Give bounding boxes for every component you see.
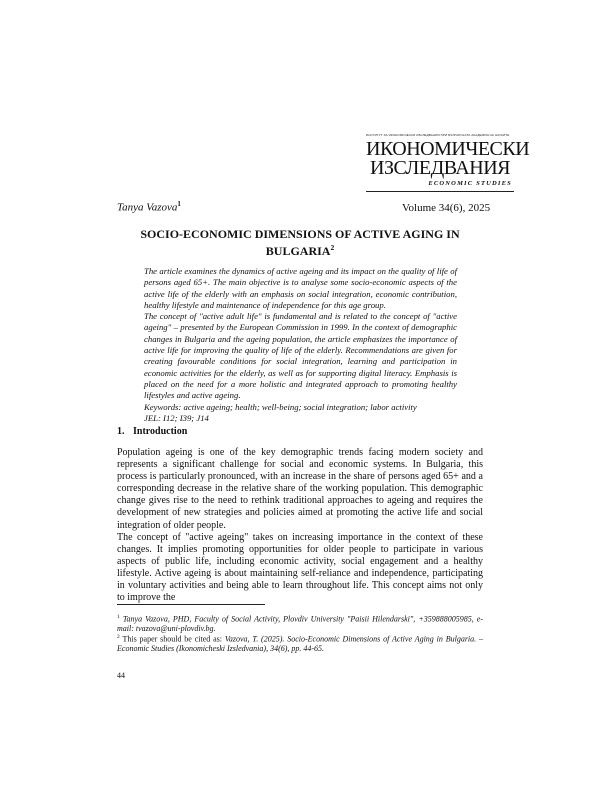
abstract-paragraph: The article examines the dynamics of active ageing and its impact on the quality of life of persons aged 65+. The main objective is to analyse some socio-economic aspects of the active life of the elderly with an emphasis on social integration, economic contribution, healthy lifestyle and maintenance of independence for this age group. [144,266,457,310]
journal-masthead [366,133,530,205]
footnote-mark: 1 [117,614,120,620]
footnote-mark: 2 [117,634,120,640]
footnote-rule [117,604,265,605]
masthead-title-line1: ИКОНОМИЧЕСКИ [366,138,530,160]
title-text: SOCIO-ECONOMIC DIMENSIONS OF ACTIVE AGING IN BULGARIA [140,227,460,258]
section-number: 1. [117,426,125,437]
section-title: Introduction [133,426,188,437]
title-footnote-mark: 2 [330,243,335,252]
citation-text: Vazova, T. (2025). Socio-Economic Dimensions of Active Aging in Bulgaria. – Economic Studies (Ikonomicheski Izsledvania), 34(6), pp. 44-65. [117,634,484,654]
keywords: Keywords: active ageing; health; well-being; social integration; labor activity [144,401,417,412]
footnote-2 [117,633,483,654]
author-name [117,200,181,214]
author-text: Tanya Vazova [117,201,178,214]
section-heading [117,426,187,437]
footnote-1 [117,613,483,634]
page-number: 44 [117,671,125,680]
abstract-paragraph: The concept of "active adult life" is fundamental and is related to the concept of "active ageing" – presented by the European Commission in 1999. In the context of demographic changes in Bulgaria and the ageing population, the article emphasizes the importance of active life for improving the quality of life of the elderly. Recommendations are given for creating favourable conditions for social integration, learning and participation in economic activities for the elderly, as well as for supporting digital literacy. Emphasis is placed on the need for a more holistic and integrated approach to promoting healthy lifestyles and active ageing. [144,311,457,401]
footnote-text: Tanya Vazova, PHD, Faculty of Social Activity, Plovdiv University "Paisii Hilendarski", +359888005985, e-mail: tvazova@uni-plovdiv.bg. [117,614,484,634]
masthead-title-line2: ИЗСЛЕДВАНИЯ [370,157,510,179]
author-footnote-mark: 1 [177,200,181,208]
paper-title [117,227,483,258]
body-paragraph: The concept of "active ageing" takes on increasing importance in the context of these changes. It implies promoting opportunities for older people to participate in various aspects of public life, including economic activity, social engagement and a healthy lifestyle. Active ageing is about maintaining self-reliance and independence, participating in voluntary activities and being able to learn throughout life. This concept aims not only to improve the [117,532,483,604]
masthead-rule [366,191,514,192]
masthead-institute-line: ИНСТИТУТ ЗА ИКОНОМИЧЕСКИ ИЗСЛЕДВАНИЯ ПРИ БЪЛГАРСКАТА АКАДЕМИЯ НА НАУКИТЕ [366,133,510,137]
body-paragraph: Population ageing is one of the key demographic trends facing modern society and represents a significant challenge for social and economic systems. In Bulgaria, this process is particularly pronounced, with an increase in the share of persons aged 65+ and a corresponding decrease in the relative share of the working population. This demographic change gives rise to the need to rethink traditional approaches to ageing and requires the development of new strategies and policies aimed at promoting the active life and social integration of older people. [117,447,483,531]
volume-info: Volume 34(6), 2025 [402,202,491,214]
abstract [144,266,457,424]
jel-codes: JEL: I12; I39; J14 [144,412,209,423]
footnote-text: This paper should be cited as: [122,634,222,644]
masthead-subtitle: ECONOMIC STUDIES [428,180,512,187]
